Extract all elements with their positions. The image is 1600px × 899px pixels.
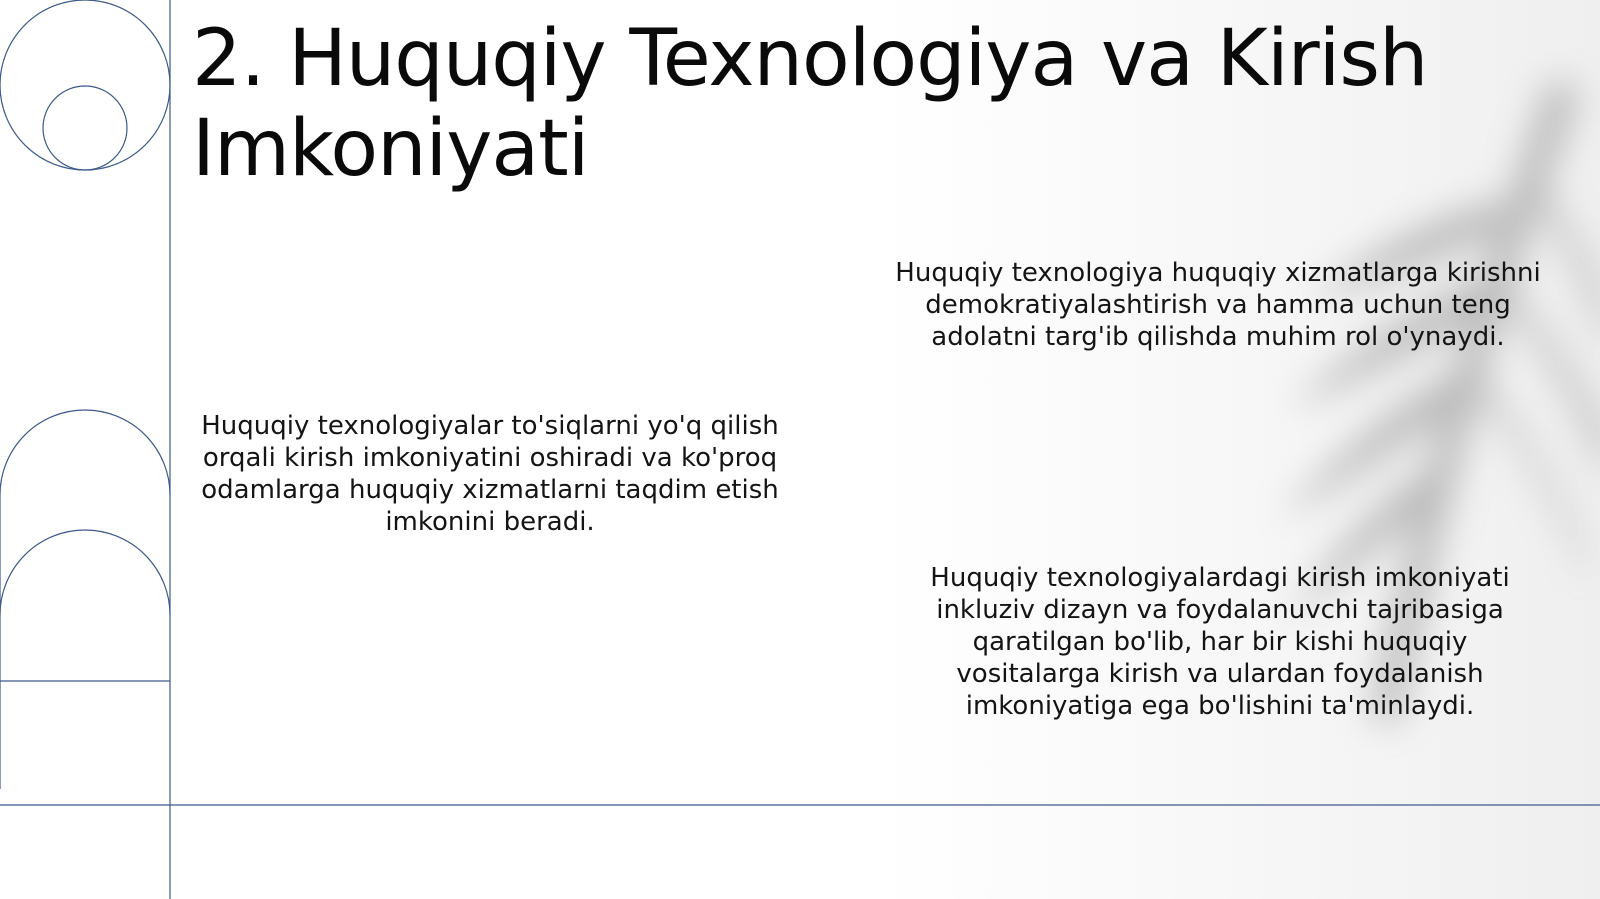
text-block-bottom-right: Huquqiy texnologiyalardagi kirish imkoniyati inkluziv dizayn va foydalanuvchi tajribasiga qaratilgan bo'lib, har bir kishi huquqiy vositalarga kirish va ulardan foydalanish imkoniyatiga ega bo'lishini ta'minlaydi. [930,563,1510,721]
text-block-middle-left: Huquqiy texnologiyalar to'siqlarni yo'q qilish orqali kirish imkoniyatini oshiradi va ko'proq odamlarga huquqiy xizmatlarni taqdim etish imkonini beradi. [201,411,779,537]
text-block-top-right: Huquqiy texnologiya huquqiy xizmatlarga kirishni demokratiyalashtirish va hamma uchun teng adolatni targ'ib qilishda muhim rol o'ynaydi. [895,258,1541,352]
slide-title: 2. Huquqiy Texnologiya va Kirish Imkoniyati [192,14,1428,194]
